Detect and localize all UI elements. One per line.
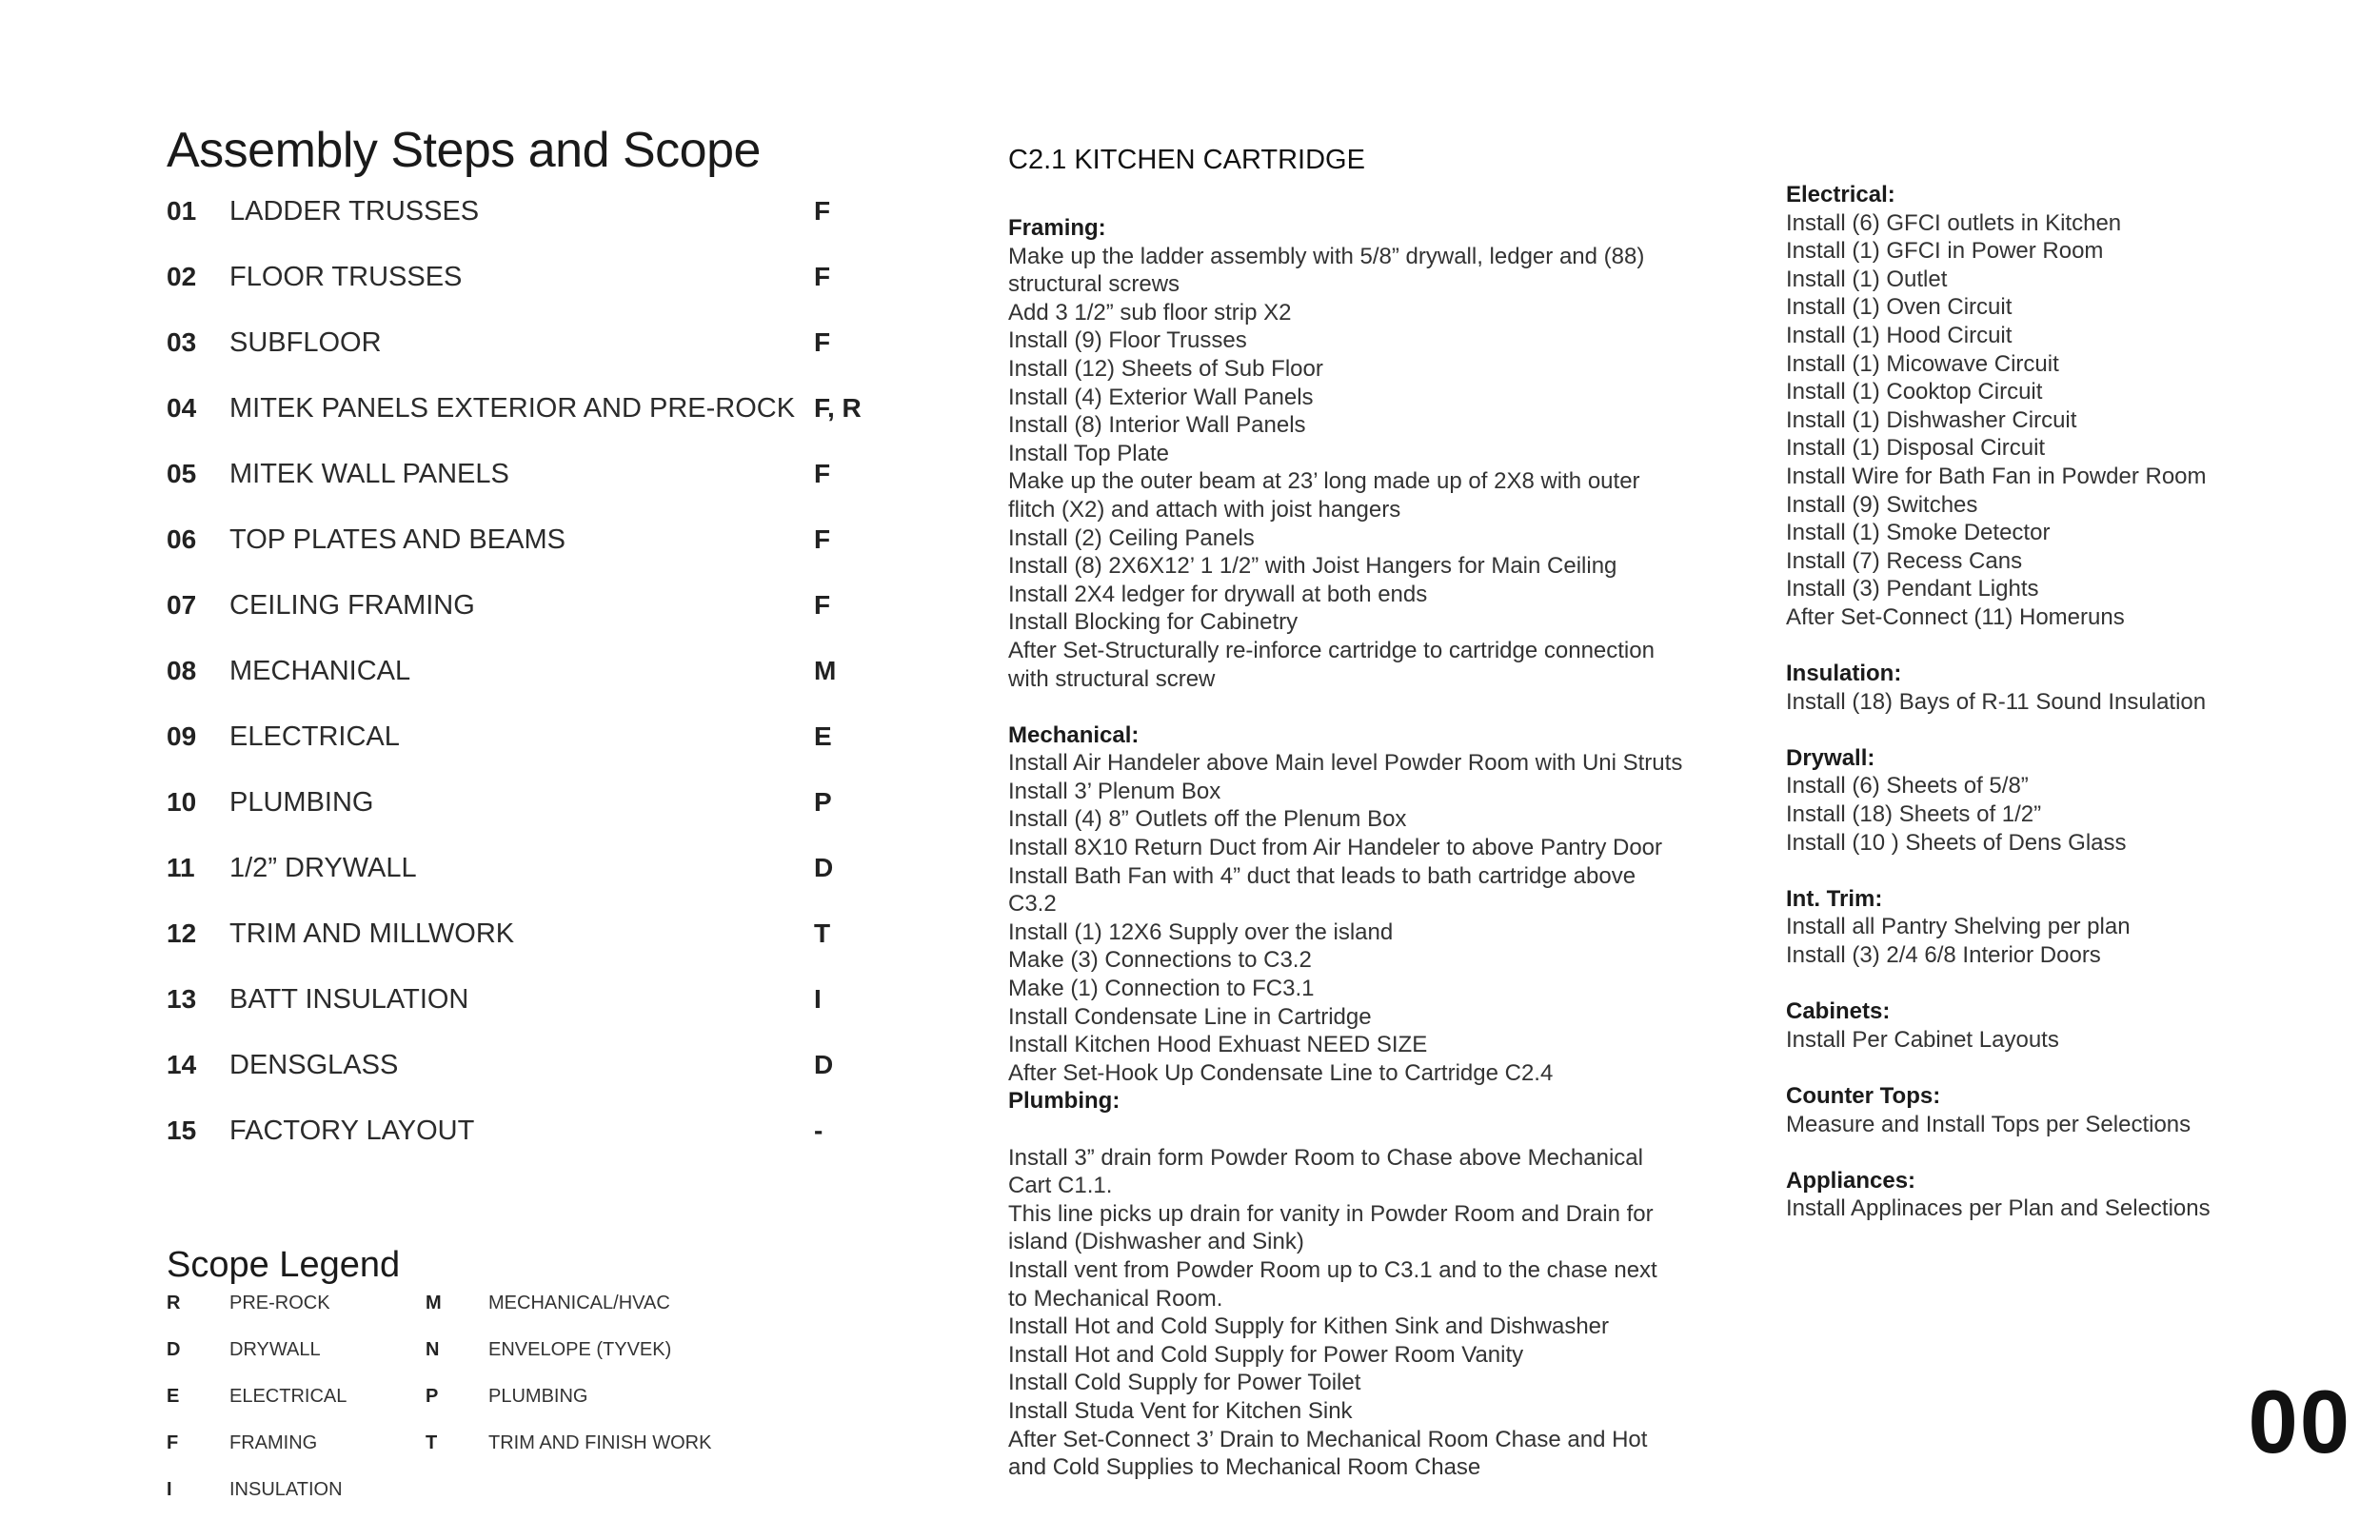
step-row <box>167 256 900 322</box>
step-row <box>167 978 900 1044</box>
scope-line: Install (1) Micowave Circuit <box>1786 350 2059 377</box>
step-number: 12 <box>167 918 197 948</box>
scope-line: Install Per Cabinet Layouts <box>1786 1026 2059 1053</box>
int-trim-section <box>1786 885 2281 970</box>
step-row <box>167 190 900 256</box>
step-scope-code: T <box>814 918 831 948</box>
scope-line: Install (1) GFCI in Power Room <box>1786 238 2104 265</box>
legend-code: N <box>426 1339 440 1360</box>
step-label: ELECTRICAL <box>229 721 400 752</box>
drywall-title: Drywall: <box>1786 744 1875 771</box>
scope-line: Install (6) Sheets of 5/8” <box>1786 773 2029 800</box>
step-label: SUBFLOOR <box>229 327 382 358</box>
scope-line: Install Kitchen Hood Exhuast NEED SIZE <box>1008 1032 1428 1058</box>
electrical-lines <box>1786 209 2281 632</box>
scope-line: Install 3’ Plenum Box <box>1008 778 1221 804</box>
scope-line: Install Hot and Cold Supply for Power Room Vanity <box>1008 1341 1524 1368</box>
scope-line: Install (3) 2/4 6/8 Interior Doors <box>1786 942 2101 969</box>
step-scope-code: P <box>814 787 832 817</box>
legend-label: DRYWALL <box>229 1339 321 1360</box>
step-row <box>167 650 900 716</box>
appliances-section <box>1786 1167 2281 1223</box>
scope-line: Measure and Install Tops per Selections <box>1786 1111 2192 1137</box>
scope-line: Install (3) Pendant Lights <box>1786 576 2039 602</box>
scope-line: This line picks up drain for vanity in Powder Room and Drain for <box>1008 1200 1654 1227</box>
insulation-title: Insulation: <box>1786 661 1902 687</box>
scope-line: Install (12) Sheets of Sub Floor <box>1008 355 1323 382</box>
legend-label: MECHANICAL/HVAC <box>488 1293 670 1313</box>
legend-code: T <box>426 1432 438 1453</box>
scope-line: Install (1) 12X6 Supply over the island <box>1008 918 1394 945</box>
appliances-title: Appliances: <box>1786 1167 1916 1194</box>
plumbing-lines <box>1008 1144 1694 1482</box>
step-row <box>167 1044 900 1110</box>
scope-line: Install Bath Fan with 4” duct that leads to bath cartridge above <box>1008 862 1636 889</box>
scope-line: Install (4) 8” Outlets off the Plenum Box <box>1008 806 1407 833</box>
step-scope-code: F <box>814 524 831 554</box>
step-number: 11 <box>167 853 195 882</box>
scope-line: Install (1) Disposal Circuit <box>1786 435 2046 462</box>
scope-line: Install (9) Floor Trusses <box>1008 327 1247 354</box>
scope-line: flitch (X2) and attach with joist hangers <box>1008 496 1401 523</box>
step-number: 05 <box>167 459 197 488</box>
scope-line: After Set-Connect (11) Homeruns <box>1786 603 2125 630</box>
scope-line: Install (18) Bays of R-11 Sound Insulation <box>1786 688 2207 715</box>
scope-line: After Set-Connect 3’ Drain to Mechanical Room Chase and Hot <box>1008 1426 1648 1452</box>
legend-label: FRAMING <box>229 1432 318 1453</box>
cartridge-column-right <box>1786 181 2281 1223</box>
legend-code: I <box>167 1479 172 1500</box>
scope-line: Install (1) Hood Circuit <box>1786 322 2013 348</box>
scope-line: Install (7) Recess Cans <box>1786 547 2023 574</box>
step-label: MITEK WALL PANELS <box>229 459 509 489</box>
step-number: 03 <box>167 327 197 357</box>
scope-line: Install (1) Outlet <box>1786 266 1948 292</box>
step-number: 08 <box>167 656 197 685</box>
scope-line: Install 3” drain form Powder Room to Chase above Mechanical <box>1008 1144 1643 1171</box>
scope-line: island (Dishwasher and Sink) <box>1008 1229 1304 1255</box>
scope-line: Make (3) Connections to C3.2 <box>1008 947 1312 974</box>
drywall-section <box>1786 744 2281 857</box>
scope-line: Install all Pantry Shelving per plan <box>1786 914 2131 940</box>
step-scope-code: F <box>814 196 831 226</box>
step-label: TRIM AND MILLWORK <box>229 918 515 949</box>
step-number: 04 <box>167 393 197 423</box>
step-label: PLUMBING <box>229 787 374 818</box>
scope-line: Install (9) Switches <box>1786 491 1978 518</box>
step-number: 10 <box>167 787 197 817</box>
step-row <box>167 584 900 650</box>
appliances-lines <box>1786 1194 2281 1223</box>
counter-tops-section <box>1786 1082 2281 1138</box>
step-row <box>167 1110 900 1175</box>
scope-line: Make up the outer beam at 23’ long made up of 2X8 with outer <box>1008 468 1640 495</box>
electrical-section <box>1786 181 2281 632</box>
legend-code: P <box>426 1386 439 1407</box>
scope-line: Install Studa Vent for Kitchen Sink <box>1008 1397 1353 1424</box>
insulation-section <box>1786 660 2281 716</box>
legend-code: R <box>167 1293 181 1313</box>
step-label: FACTORY LAYOUT <box>229 1116 475 1146</box>
electrical-title: Electrical: <box>1786 182 1895 207</box>
counter-tops-title: Counter Tops: <box>1786 1083 1941 1109</box>
scope-line: Make (1) Connection to FC3.1 <box>1008 976 1315 1002</box>
page-number: 00 <box>2248 1372 2351 1471</box>
step-row <box>167 519 900 584</box>
cabinets-title: Cabinets: <box>1786 998 1891 1025</box>
step-label: BATT INSULATION <box>229 984 469 1015</box>
scope-line: Install (2) Ceiling Panels <box>1008 524 1255 551</box>
framing-title: Framing: <box>1008 215 1106 241</box>
cartridge-column-left <box>1008 145 1694 1482</box>
scope-line: After Set-Hook Up Condensate Line to Cartridge C2.4 <box>1008 1059 1554 1086</box>
legend-label: PLUMBING <box>488 1386 588 1407</box>
step-label: LADDER TRUSSES <box>229 196 480 227</box>
scope-line: Install Applinaces per Plan and Selections <box>1786 1195 2211 1222</box>
step-row <box>167 387 900 453</box>
scope-line: Install Hot and Cold Supply for Kithen Sink and Dishwasher <box>1008 1313 1610 1340</box>
legend-code: M <box>426 1293 442 1313</box>
framing-lines <box>1008 243 1694 694</box>
scope-line: Make up the ladder assembly with 5/8” drywall, ledger and (88) <box>1008 243 1645 269</box>
scope-line: structural screws <box>1008 271 1180 298</box>
legend-label: PRE-ROCK <box>229 1293 330 1313</box>
step-row <box>167 847 900 913</box>
step-number: 01 <box>167 196 197 226</box>
scope-line: and Cold Supplies to Mechanical Room Chase <box>1008 1454 1481 1481</box>
step-label: 1/2” DRYWALL <box>229 853 417 883</box>
step-scope-code: M <box>814 656 837 685</box>
legend-label: INSULATION <box>229 1479 343 1500</box>
plumbing-section <box>1008 1087 1694 1481</box>
step-row <box>167 453 900 519</box>
step-row <box>167 322 900 387</box>
step-label: TOP PLATES AND BEAMS <box>229 524 565 555</box>
scope-line: C3.2 <box>1008 891 1057 918</box>
step-number: 13 <box>167 984 197 1014</box>
step-label: MITEK PANELS EXTERIOR AND PRE-ROCK <box>229 393 796 424</box>
scope-line: with structural screw <box>1008 665 1216 692</box>
legend-label: TRIM AND FINISH WORK <box>488 1432 712 1453</box>
page-title: Assembly Steps and Scope <box>167 123 761 178</box>
drywall-lines <box>1786 772 2281 857</box>
scope-line: Install (8) 2X6X12’ 1 1/2” with Joist Hangers for Main Ceiling <box>1008 553 1617 580</box>
step-number: 14 <box>167 1050 197 1079</box>
scope-line: Install (10 ) Sheets of Dens Glass <box>1786 829 2127 856</box>
cartridge-heading: C2.1 KITCHEN CARTRIDGE <box>1008 145 1365 175</box>
scope-line: Install (1) Dishwasher Circuit <box>1786 406 2077 433</box>
scope-line: Install Cold Supply for Power Toilet <box>1008 1370 1361 1396</box>
step-scope-code: F <box>814 327 831 357</box>
legend-label: ELECTRICAL <box>229 1386 347 1407</box>
legend-code: D <box>167 1339 181 1360</box>
step-row <box>167 716 900 781</box>
step-label: MECHANICAL <box>229 656 411 686</box>
scope-line: Install (1) Oven Circuit <box>1786 294 2013 321</box>
step-scope-code: F <box>814 262 831 291</box>
legend-code: F <box>167 1432 179 1453</box>
step-scope-code: F <box>814 459 831 488</box>
step-number: 06 <box>167 524 197 554</box>
scope-line: Install Wire for Bath Fan in Powder Room <box>1786 463 2207 489</box>
step-scope-code: F, R <box>814 393 862 423</box>
step-scope-code: I <box>814 984 822 1014</box>
scope-line: Install (1) Cooktop Circuit <box>1786 379 2043 405</box>
scope-line: Cart C1.1. <box>1008 1173 1113 1199</box>
framing-section <box>1008 214 1694 693</box>
step-scope-code: E <box>814 721 832 751</box>
scope-line: Install vent from Powder Room up to C3.1 and to the chase next <box>1008 1256 1657 1283</box>
assembly-steps-list <box>167 190 900 1175</box>
counter-tops-lines <box>1786 1111 2281 1139</box>
scope-line: Install Blocking for Cabinetry <box>1008 609 1299 636</box>
step-number: 02 <box>167 262 197 291</box>
scope-line: Install (6) GFCI outlets in Kitchen <box>1786 209 2122 236</box>
scope-line: Install Air Handeler above Main level Powder Room with Uni Struts <box>1008 750 1683 777</box>
step-label: FLOOR TRUSSES <box>229 262 463 292</box>
cabinets-lines <box>1786 1026 2281 1055</box>
scope-line: Install 2X4 ledger for drywall at both ends <box>1008 581 1428 607</box>
scope-line: Install 8X10 Return Duct from Air Handeler to above Pantry Door <box>1008 835 1662 861</box>
scope-line: Install (1) Smoke Detector <box>1786 520 2051 546</box>
step-row <box>167 781 900 847</box>
int-trim-title: Int. Trim: <box>1786 885 1883 912</box>
scope-line: After Set-Structurally re-inforce cartridge to cartridge connection <box>1008 637 1655 663</box>
mechanical-section <box>1008 721 1694 1088</box>
plumbing-title: Plumbing: <box>1008 1088 1121 1115</box>
scope-line: to Mechanical Room. <box>1008 1285 1223 1312</box>
step-number: 07 <box>167 590 197 620</box>
scope-line: Install (8) Interior Wall Panels <box>1008 412 1306 439</box>
step-row <box>167 913 900 978</box>
scope-line: Add 3 1/2” sub floor strip X2 <box>1008 299 1292 326</box>
scope-line: Install Condensate Line in Cartridge <box>1008 1003 1372 1030</box>
scope-line: Install (18) Sheets of 1/2” <box>1786 801 2042 828</box>
scope-line: Install (4) Exterior Wall Panels <box>1008 384 1314 410</box>
legend-code: E <box>167 1386 180 1407</box>
step-number: 09 <box>167 721 197 751</box>
step-scope-code: F <box>814 590 831 620</box>
step-scope-code: D <box>814 1050 834 1079</box>
step-number: 15 <box>167 1116 197 1145</box>
step-label: DENSGLASS <box>229 1050 399 1080</box>
scope-line: Install Top Plate <box>1008 440 1169 466</box>
step-scope-code: D <box>814 853 834 882</box>
step-label: CEILING FRAMING <box>229 590 475 621</box>
step-scope-code: - <box>814 1116 823 1145</box>
cabinets-section <box>1786 997 2281 1054</box>
scope-legend-title: Scope Legend <box>167 1245 401 1285</box>
legend-label: ENVELOPE (TYVEK) <box>488 1339 672 1360</box>
mechanical-lines <box>1008 749 1694 1087</box>
mechanical-title: Mechanical: <box>1008 721 1140 748</box>
int-trim-lines <box>1786 913 2281 969</box>
insulation-lines <box>1786 688 2281 717</box>
